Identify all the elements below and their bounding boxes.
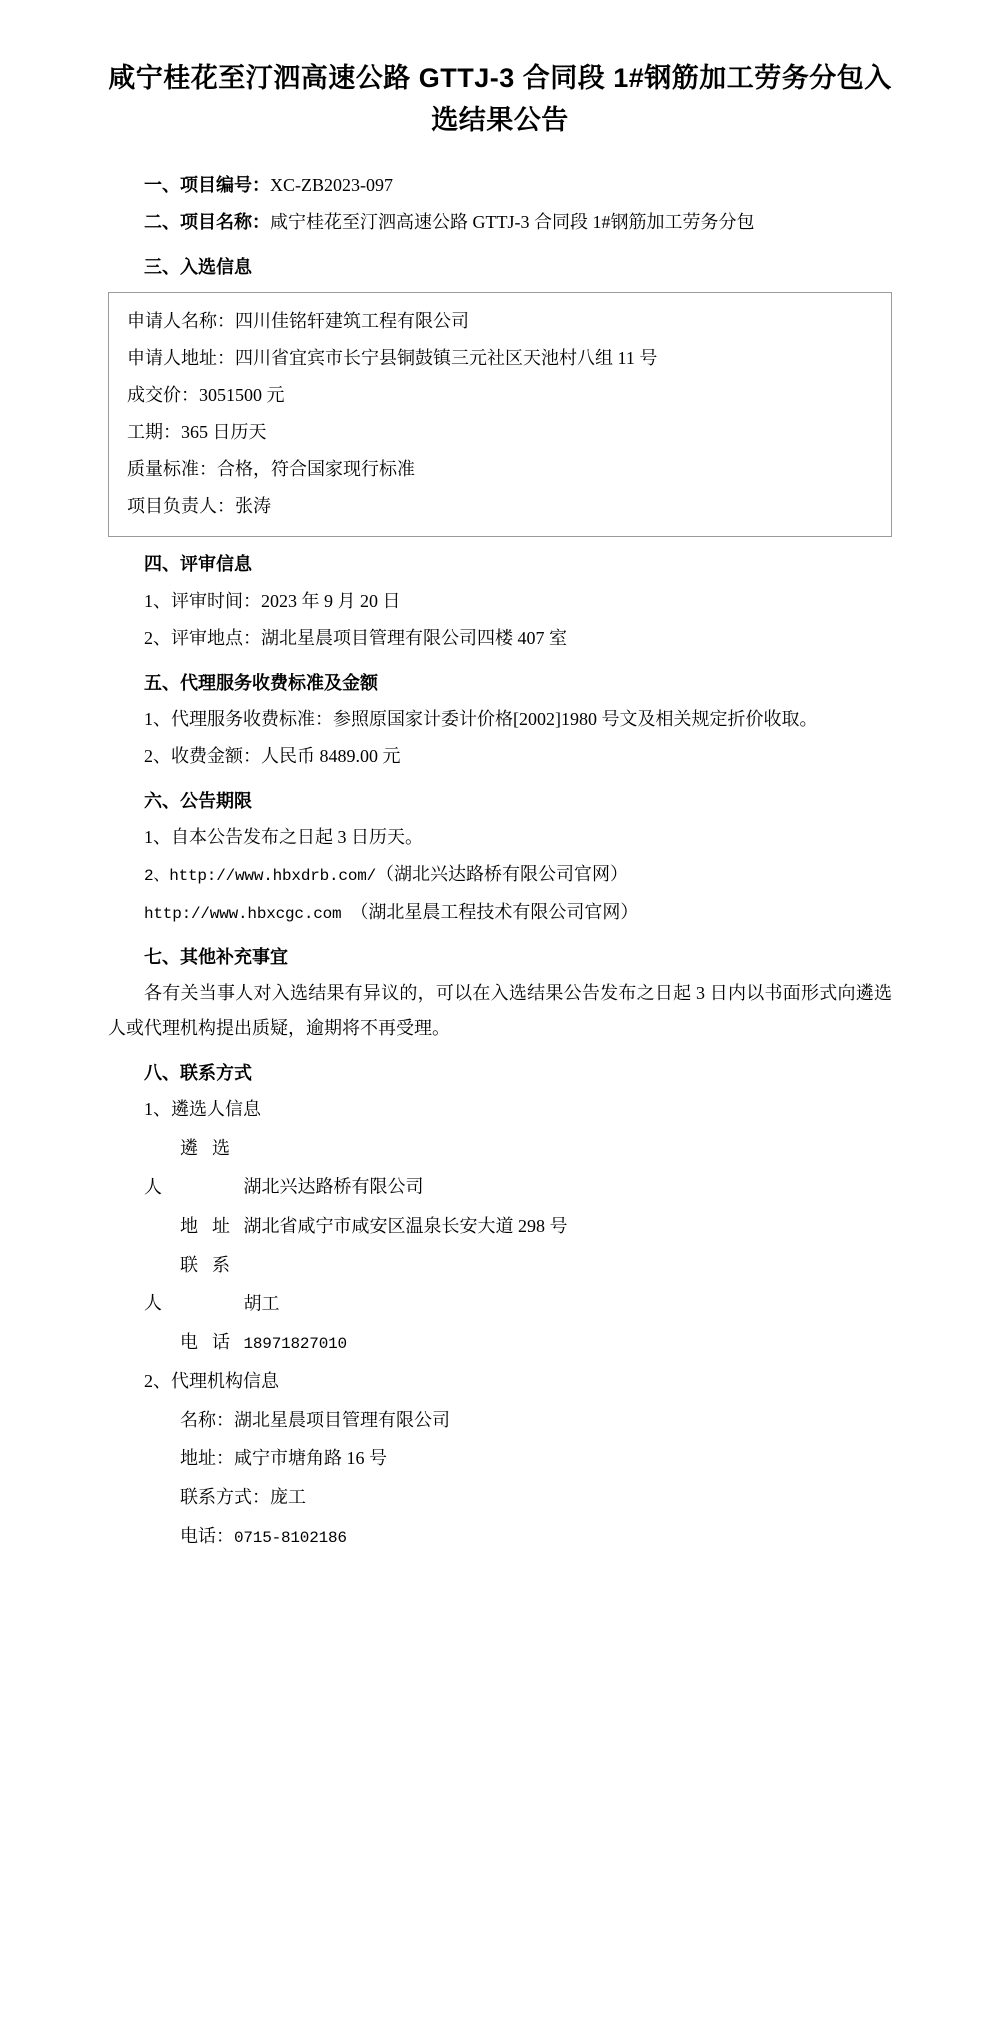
website-note-1: （湖北兴达路桥有限公司官网） [376,864,629,885]
quality-label: 质量标准： [127,458,217,479]
agency-name-value: 湖北星晨项目管理有限公司 [234,1409,450,1430]
applicant-address-label: 申请人地址： [127,347,235,368]
agency-name-label: 名称： [180,1409,234,1430]
tenderer-address-value: 湖北省咸宁市咸安区温泉长安大道 298 号 [243,1215,568,1236]
agency-fee-amount: 2、收费金额：人民币 8489.00 元 [144,746,401,767]
tenderer-phone-label: 电话 [180,1331,230,1352]
list-item [108,1207,892,1246]
tenderer-contact-label: 联系人 [144,1254,230,1314]
agency-phone-value: 0715-8102186 [234,1528,347,1547]
manager-value: 张涛 [235,495,271,516]
manager-label: 项目负责人： [127,495,235,516]
tenderer-address-label: 地址 [180,1215,230,1236]
section-project-number [108,168,892,203]
price-label: 成交价： [127,384,199,405]
page-title: 咸宁桂花至汀泗高速公路 GTTJ-3 合同段 1#钢筋加工劳务分包入选结果公告 [108,63,892,135]
applicant-address-value: 四川省宜宾市长宁县铜鼓镇三元社区天池村八组 11 号 [235,347,658,368]
list-item [108,1129,892,1206]
agency-phone-label: 电话： [180,1525,234,1546]
section-3-heading: 三、入选信息 [144,256,252,277]
selection-info-box [108,292,892,537]
duration-value: 365 日历天 [181,421,267,442]
applicant-name-label: 申请人名称： [127,311,235,332]
review-place: 2、评审地点：湖北星晨项目管理有限公司四楼 407 室 [144,627,567,648]
agency-subheading: 2、代理机构信息 [144,1370,279,1391]
list-item [108,1517,892,1556]
section-6-heading: 六、公告期限 [144,791,252,812]
notice-link-row-1 [108,857,892,892]
section-7-heading: 七、其他补充事宜 [144,946,288,967]
website-note-2: （湖北星晨工程技术有限公司官网） [350,901,639,922]
website-link-1[interactable]: 2、http://www.hbxdrb.com/ [144,867,377,886]
tenderer-name-label: 遴选人 [144,1138,230,1198]
section-1-label: 一、项目编号： [144,174,270,195]
quality-value: 合格，符合国家现行标准 [217,458,415,479]
project-name-value: 咸宁桂花至汀泗高速公路 GTTJ-3 合同段 1#钢筋加工劳务分包 [270,211,755,232]
project-number-value: XC-ZB2023-097 [270,174,393,195]
price-value: 3051500 元 [199,384,285,405]
agency-contact-value: 庞工 [270,1487,306,1508]
tenderer-subheading: 1、遴选人信息 [144,1099,261,1120]
section-2-label: 二、项目名称： [144,211,270,232]
notice-link-row-2 [108,895,892,930]
list-item [108,1246,892,1323]
table-row [127,303,873,340]
agency-contact-label: 联系方式： [180,1487,270,1508]
notice-period: 1、自本公告发布之日起 3 日历天。 [144,827,423,848]
applicant-name-value: 四川佳铭轩建筑工程有限公司 [235,311,469,332]
table-row [127,451,873,488]
review-time: 1、评审时间：2023 年 9 月 20 日 [144,590,401,611]
list-item [108,1401,892,1440]
tenderer-contact-value: 胡工 [243,1293,280,1314]
agency-fee-standard: 1、代理服务收费标准：参照原国家计委计价格[2002]1980 号文及相关规定折价收取。 [144,708,818,729]
section-5-heading: 五、代理服务收费标准及金额 [144,672,378,693]
agency-address-value: 咸宁市塘角路 16 号 [234,1448,387,1469]
table-row [127,414,873,451]
list-item [108,1323,892,1362]
section-4-heading: 四、评审信息 [144,554,252,575]
section-8-heading: 八、联系方式 [144,1063,252,1084]
list-item [108,1478,892,1517]
supplementary-body: 各有关当事人对入选结果有异议的，可以在入选结果公告发布之日起 3 日内以书面形式向遴选人或代理机构提出质疑，逾期将不再受理。 [108,983,892,1039]
duration-label: 工期： [127,421,181,442]
tenderer-phone-value: 18971827010 [243,1334,347,1353]
table-row [127,340,873,377]
list-item [108,1439,892,1478]
website-link-2[interactable]: http://www.hbxcgc.com [144,904,342,923]
table-row [127,488,873,525]
tenderer-name-value: 湖北兴达路桥有限公司 [243,1177,424,1198]
section-project-name [108,205,892,240]
table-row [127,377,873,414]
agency-address-label: 地址： [180,1448,234,1469]
